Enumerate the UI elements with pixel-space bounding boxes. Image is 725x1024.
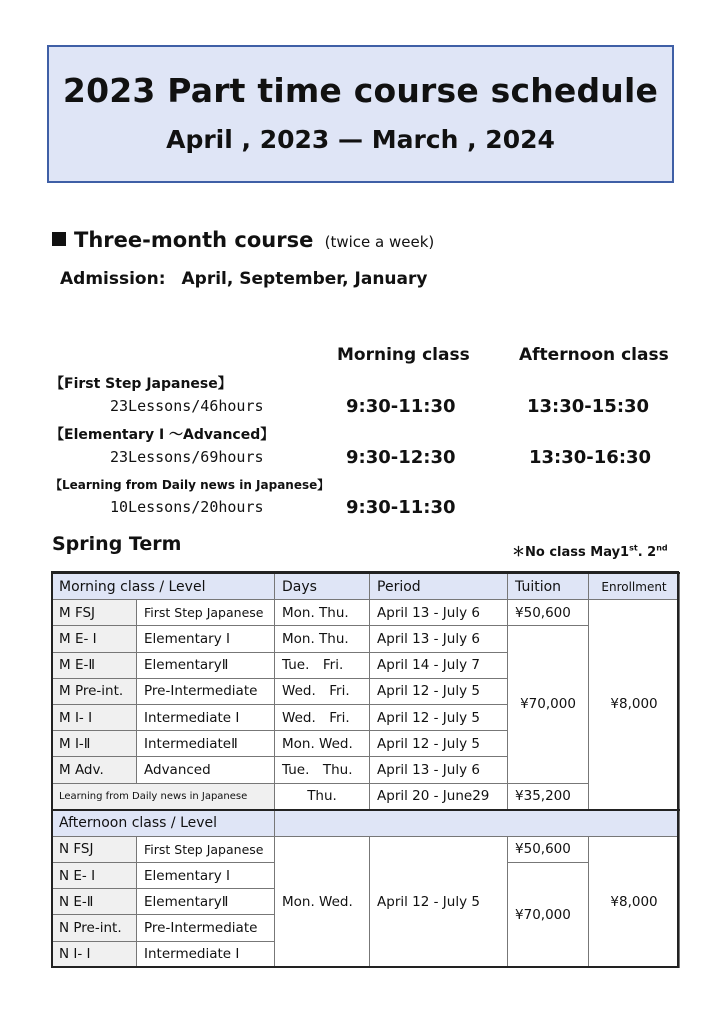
header-enrollment: Enrollment — [589, 573, 680, 600]
no-class-note: ＊No class May1st. 2nd — [512, 543, 668, 560]
morning-column-heading: Morning class — [337, 345, 470, 365]
schedule-table — [51, 572, 680, 968]
program-lessons: 10Lessons/20hours — [110, 498, 264, 516]
tuition-value: ¥50,600 — [508, 600, 589, 626]
title-banner — [47, 45, 674, 183]
tuition-value: ¥50,600 — [508, 836, 589, 862]
class-code: M I- I — [52, 704, 137, 730]
class-period: April 12 - July 5 — [370, 704, 508, 730]
program-afternoon-time: 13:30-15:30 — [527, 396, 650, 417]
class-days: Tue. Fri. — [275, 652, 370, 678]
class-code: N FSJ — [52, 836, 137, 862]
class-code: M E- I — [52, 626, 137, 652]
class-period: April 12 - July 5 — [370, 678, 508, 704]
program-afternoon-time: 13:30-16:30 — [529, 447, 652, 468]
class-code: N E-Ⅱ — [52, 889, 137, 915]
class-level: ElementaryⅡ — [137, 889, 275, 915]
program-lessons: 23Lessons/69hours — [110, 448, 264, 466]
course-frequency: (twice a week) — [324, 233, 435, 251]
table-row — [52, 783, 680, 810]
table-row — [52, 836, 680, 862]
class-level: Pre-Intermediate — [137, 678, 275, 704]
class-level: ElementaryⅡ — [137, 652, 275, 678]
class-code: M E-Ⅱ — [52, 652, 137, 678]
header-tuition: Tuition — [508, 573, 589, 600]
class-level: IntermediateⅡ — [137, 731, 275, 757]
class-code: N E- I — [52, 863, 137, 889]
class-code: M Pre-int. — [52, 678, 137, 704]
class-code: N Pre-int. — [52, 915, 137, 941]
program-morning-time: 9:30-12:30 — [346, 447, 456, 468]
class-code: M FSJ — [52, 600, 137, 626]
class-code: N I- I — [52, 941, 137, 967]
class-level: Pre-Intermediate — [137, 915, 275, 941]
program-lessons: 23Lessons/46hours — [110, 397, 264, 415]
tuition-value: ¥35,200 — [508, 783, 589, 810]
program-morning-time: 9:30-11:30 — [346, 396, 456, 417]
program-name: 【First Step Japanese】 — [50, 376, 232, 392]
course-heading — [52, 228, 434, 252]
header-days: Days — [275, 573, 370, 600]
afternoon-column-heading: Afternoon class — [519, 345, 669, 365]
header-level: Morning class / Level — [52, 573, 275, 600]
class-level: First Step Japanese — [137, 836, 275, 862]
class-days: Mon. Thu. — [275, 600, 370, 626]
square-bullet-icon — [52, 232, 66, 246]
class-days: Wed. Fri. — [275, 678, 370, 704]
admission-line — [60, 269, 427, 289]
page-title: 2023 Part time course schedule — [62, 71, 659, 110]
table-header-row — [52, 573, 680, 600]
class-period: April 13 - July 6 — [370, 757, 508, 783]
class-code: M I-Ⅱ — [52, 731, 137, 757]
class-period: April 12 - July 5 — [370, 731, 508, 757]
enrollment-value: ¥8,000 — [589, 836, 680, 967]
class-level: Elementary I — [137, 626, 275, 652]
class-code: M Adv. — [52, 757, 137, 783]
header-period: Period — [370, 573, 508, 600]
tuition-value: ¥70,000 — [508, 863, 589, 968]
class-period: April 12 - July 5 — [370, 836, 508, 967]
admission-label: Admission: — [60, 269, 166, 289]
class-period: April 13 - July 6 — [370, 626, 508, 652]
class-level: First Step Japanese — [137, 600, 275, 626]
class-days: Mon. Wed. — [275, 731, 370, 757]
afternoon-header-fill — [275, 810, 680, 837]
program-name: 【Elementary I 〜Advanced】 — [50, 427, 275, 443]
program-morning-time: 9:30-11:30 — [346, 497, 456, 518]
course-title: Three-month course — [74, 228, 314, 252]
class-days: Wed. Fri. — [275, 704, 370, 730]
class-level: Learning from Daily news in Japanese — [52, 783, 275, 810]
class-level: Advanced — [137, 757, 275, 783]
class-days: Thu. — [275, 783, 370, 810]
table-row — [52, 626, 680, 652]
term-title: Spring Term — [52, 533, 182, 555]
table-row — [52, 600, 680, 626]
date-range: April , 2023 — March , 2024 — [166, 125, 555, 154]
class-level: Intermediate I — [137, 941, 275, 967]
enrollment-value: ¥8,000 — [589, 600, 680, 810]
tuition-value: ¥70,000 — [508, 626, 589, 783]
afternoon-header: Afternoon class / Level — [52, 810, 275, 837]
class-period: April 13 - July 6 — [370, 600, 508, 626]
class-level: Elementary I — [137, 863, 275, 889]
class-period: April 20 - June29 — [370, 783, 508, 810]
class-level: Intermediate I — [137, 704, 275, 730]
class-days: Mon. Wed. — [275, 836, 370, 967]
class-period: April 14 - July 7 — [370, 652, 508, 678]
admission-value: April, September, January — [181, 269, 428, 289]
class-days: Mon. Thu. — [275, 626, 370, 652]
class-days: Tue. Thu. — [275, 757, 370, 783]
afternoon-header-row — [52, 810, 680, 837]
program-name: 【Learning from Daily news in Japanese】 — [50, 478, 330, 492]
